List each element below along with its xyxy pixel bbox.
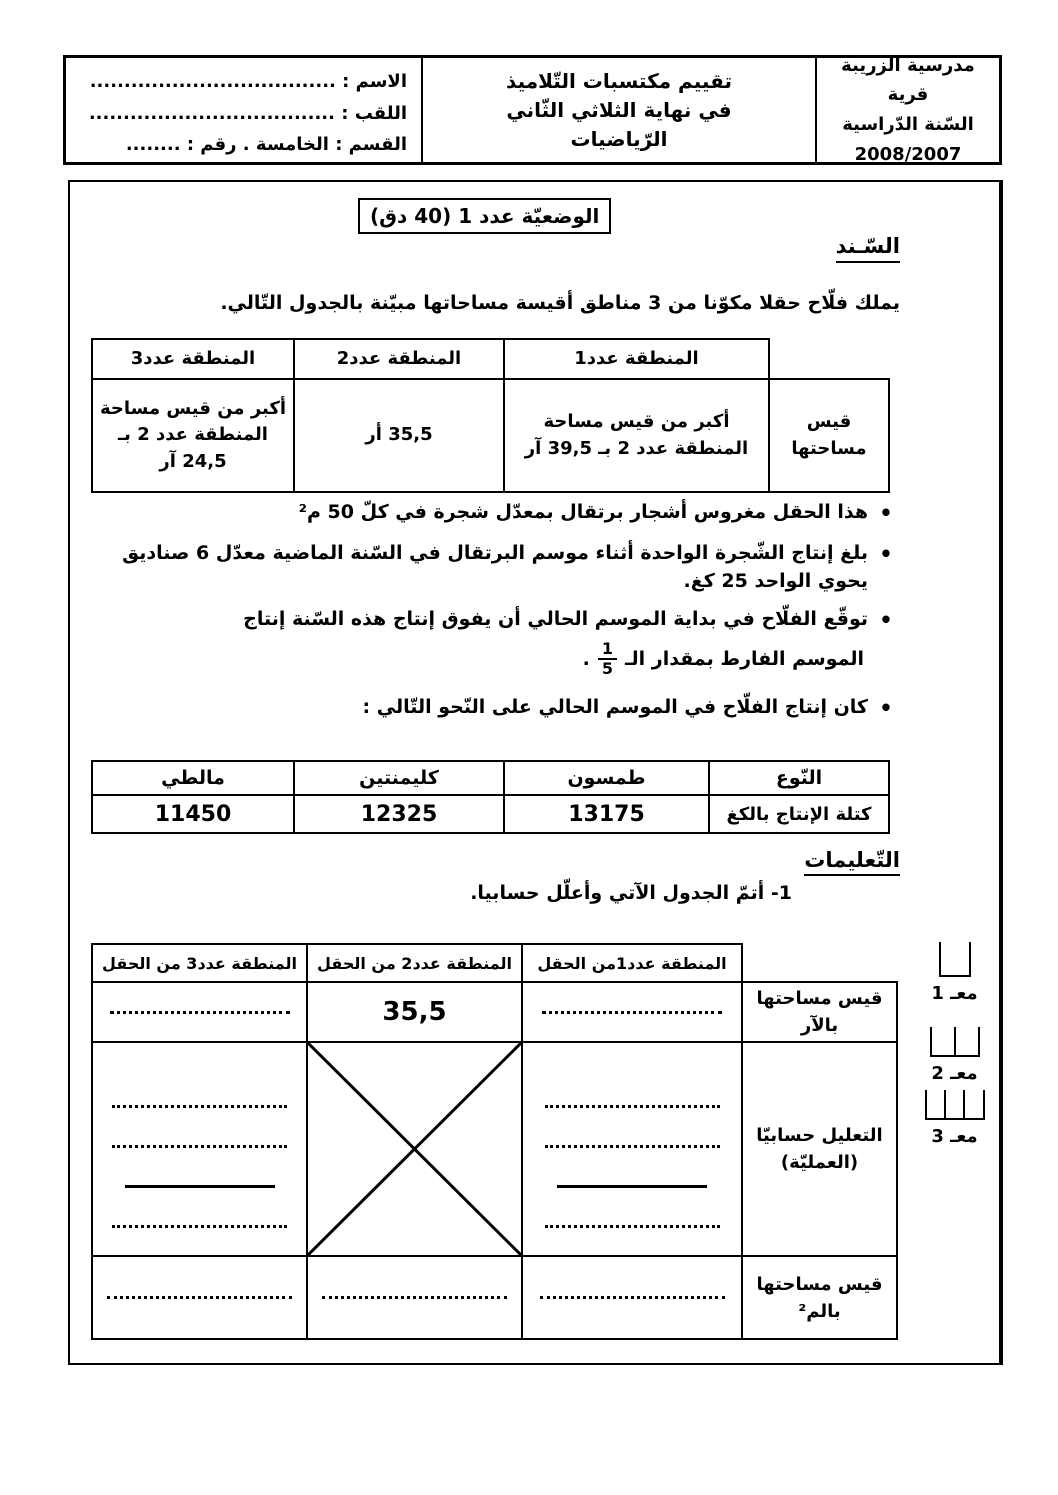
cross-out-x-icon [308,1043,521,1255]
areas-table-value-region3: أكبر من قيس مساحة المنطقة عدد 2 بـ 24,5 آر [92,379,294,492]
answer-table-corner-cell [742,944,897,982]
header-table [63,55,1002,165]
areas-table-value-region1: أكبر من قيس مساحة المنطقة عدد 2 بـ 39,5 آر [504,379,769,492]
answer-row2-label-line2: (العمليّة) [780,1152,859,1173]
answer-table-header-region2: المنطقة عدد2 من الحقل [307,944,522,982]
production-value-maltese: 11450 [92,795,294,833]
answer-working-region1[interactable] [522,1042,742,1256]
answer-row3-label-line2: بالم² [798,1300,841,1322]
exam-title-line3: الرّياضيات [570,126,668,151]
exam-title-line1: تقييم مكتسبات التّلاميذ [506,68,732,93]
bullet-text-3-line2 [80,640,864,679]
school-info-cell [815,54,999,165]
main-frame [68,180,1003,1365]
grading-mark-2 [910,1027,999,1084]
production-table [91,760,890,834]
answer-row2-label [742,1042,897,1256]
bullet-text-2: بلغ إنتاج الشّجرة الواحدة أثناء موسم البرتقال في السّنة الماضية معدّل 6 صناديق يحوي الواحد 25 كغ. [122,541,868,592]
student-surname-field[interactable]: اللقب : .................................... [88,102,407,124]
grading-mark-3 [910,1090,999,1147]
answer-row1-label [742,982,897,1042]
areas-table-header-region1: المنطقة عدد1 [504,339,769,379]
production-value-thomson: 13175 [504,795,709,833]
crossed-out-cell [307,1042,522,1256]
areas-table-corner-cell [769,339,889,379]
fraction-suffix-text: . [582,648,590,671]
grading-margin-column [910,182,1001,1363]
answer-area-m2-region2[interactable] [307,1256,522,1339]
answer-table-header-region1: المنطقة عدد1من الحقل [522,944,742,982]
bullet-icon: • [879,695,893,720]
production-table-row-label: كتلة الإنتاج بالكغ [709,795,889,833]
bullet-icon: • [879,607,893,632]
answer-row3-label-line1: قيس مساحتها [756,1273,883,1295]
situation-title-box: الوضعيّة عدد 1 (40 دق) [358,198,611,234]
production-table-header-thomson: طمسون [504,761,709,795]
answer-area-m2-region3[interactable] [92,1256,307,1339]
bullet-icon: • [879,501,893,525]
production-table-header-clementine: كليمنتين [294,761,504,795]
answer-area-ares-region3[interactable] [92,982,307,1042]
fraction-one-fifth [598,640,617,679]
areas-table-row-label: قيس مساحتها [769,379,889,492]
fraction-prefix-text: الموسم الفارط بمقدار الـ [625,648,864,671]
areas-table-value-region2: 35,5 أر [294,379,504,492]
grading-mark-3-label: معـ 3 [931,1126,978,1147]
bullet-text-1: هذا الحقل مغروس أشجار برتقال بمعدّل شجرة في كلّ 50 م² [298,501,868,523]
fraction-numerator: 1 [601,639,614,658]
answer-area-ares-region2: 35,5 [307,982,522,1042]
student-name-field[interactable]: الاسم : .................................... [89,71,407,92]
answer-row2-label-line1: التعليل حسابيّا [756,1125,883,1146]
production-value-clementine: 12325 [294,795,504,833]
answer-working-region3[interactable] [92,1042,307,1256]
score-box-1cell [939,942,971,977]
answer-row1-label-line2: بالآر [800,1015,839,1036]
bullet-item-2 [80,539,904,596]
fraction-denominator: 5 [598,658,617,678]
production-table-header-type: النّوع [709,761,889,795]
score-box-3cells [925,1090,985,1120]
answer-row1-label-line1: قيس مساحتها [756,988,883,1009]
bullet-item-1 [80,498,904,530]
bullet-list [80,498,904,733]
production-table-header-maltese: مالطي [92,761,294,795]
school-year-label: السّنة الدّراسية [842,114,974,135]
answer-area-m2-region1[interactable] [522,1256,742,1339]
areas-table [91,338,890,493]
answer-row3-label [742,1256,897,1339]
school-name: مدرسية الزريبة قرية [841,54,975,106]
grading-mark-1-label: معـ 1 [931,983,978,1004]
bullet-icon: • [879,541,893,566]
exam-title-line2: في نهاية الثلاثي الثّاني [506,97,732,122]
grading-mark-1 [910,942,999,1004]
bullet-text-3-line1: توقّع الفلّاح في بداية الموسم الحالي أن يفوق إنتاج هذه السّنة إنتاج [243,607,868,630]
intro-paragraph: يملك فلّاح حقلا مكوّنا من 3 مناطق أقيسة مساحاتها مبيّنة بالجدول التّالي. [220,292,900,314]
grading-mark-2-label: معـ 2 [931,1063,978,1084]
answer-area-ares-region1[interactable] [522,982,742,1042]
instructions-heading: التّعليمات [804,848,900,876]
content-area [70,182,910,1363]
areas-table-header-region3: المنطقة عدد3 [92,339,294,379]
bullet-text-4: كان إنتاج الفلّاح في الموسم الحالي على النّحو التّالي : [362,695,868,718]
exam-title-cell [421,58,815,162]
areas-table-header-region2: المنطقة عدد2 [294,339,504,379]
score-box-2cells [930,1027,980,1057]
student-class-field[interactable]: القسم : الخامسة . رقم : ........ [125,134,407,155]
support-heading: السّـند [836,234,900,263]
bullet-item-3 [80,605,904,637]
school-year-value: 2008/2007 [854,143,962,165]
answer-table-header-region3: المنطقة عدد3 من الحقل [92,944,307,982]
answer-table [91,943,898,1340]
bullet-item-4 [80,693,904,725]
student-info-cell [66,58,421,162]
instruction-item-1: 1- أتمّ الجدول الآتي وأعلّل حسابيا. [470,882,792,904]
